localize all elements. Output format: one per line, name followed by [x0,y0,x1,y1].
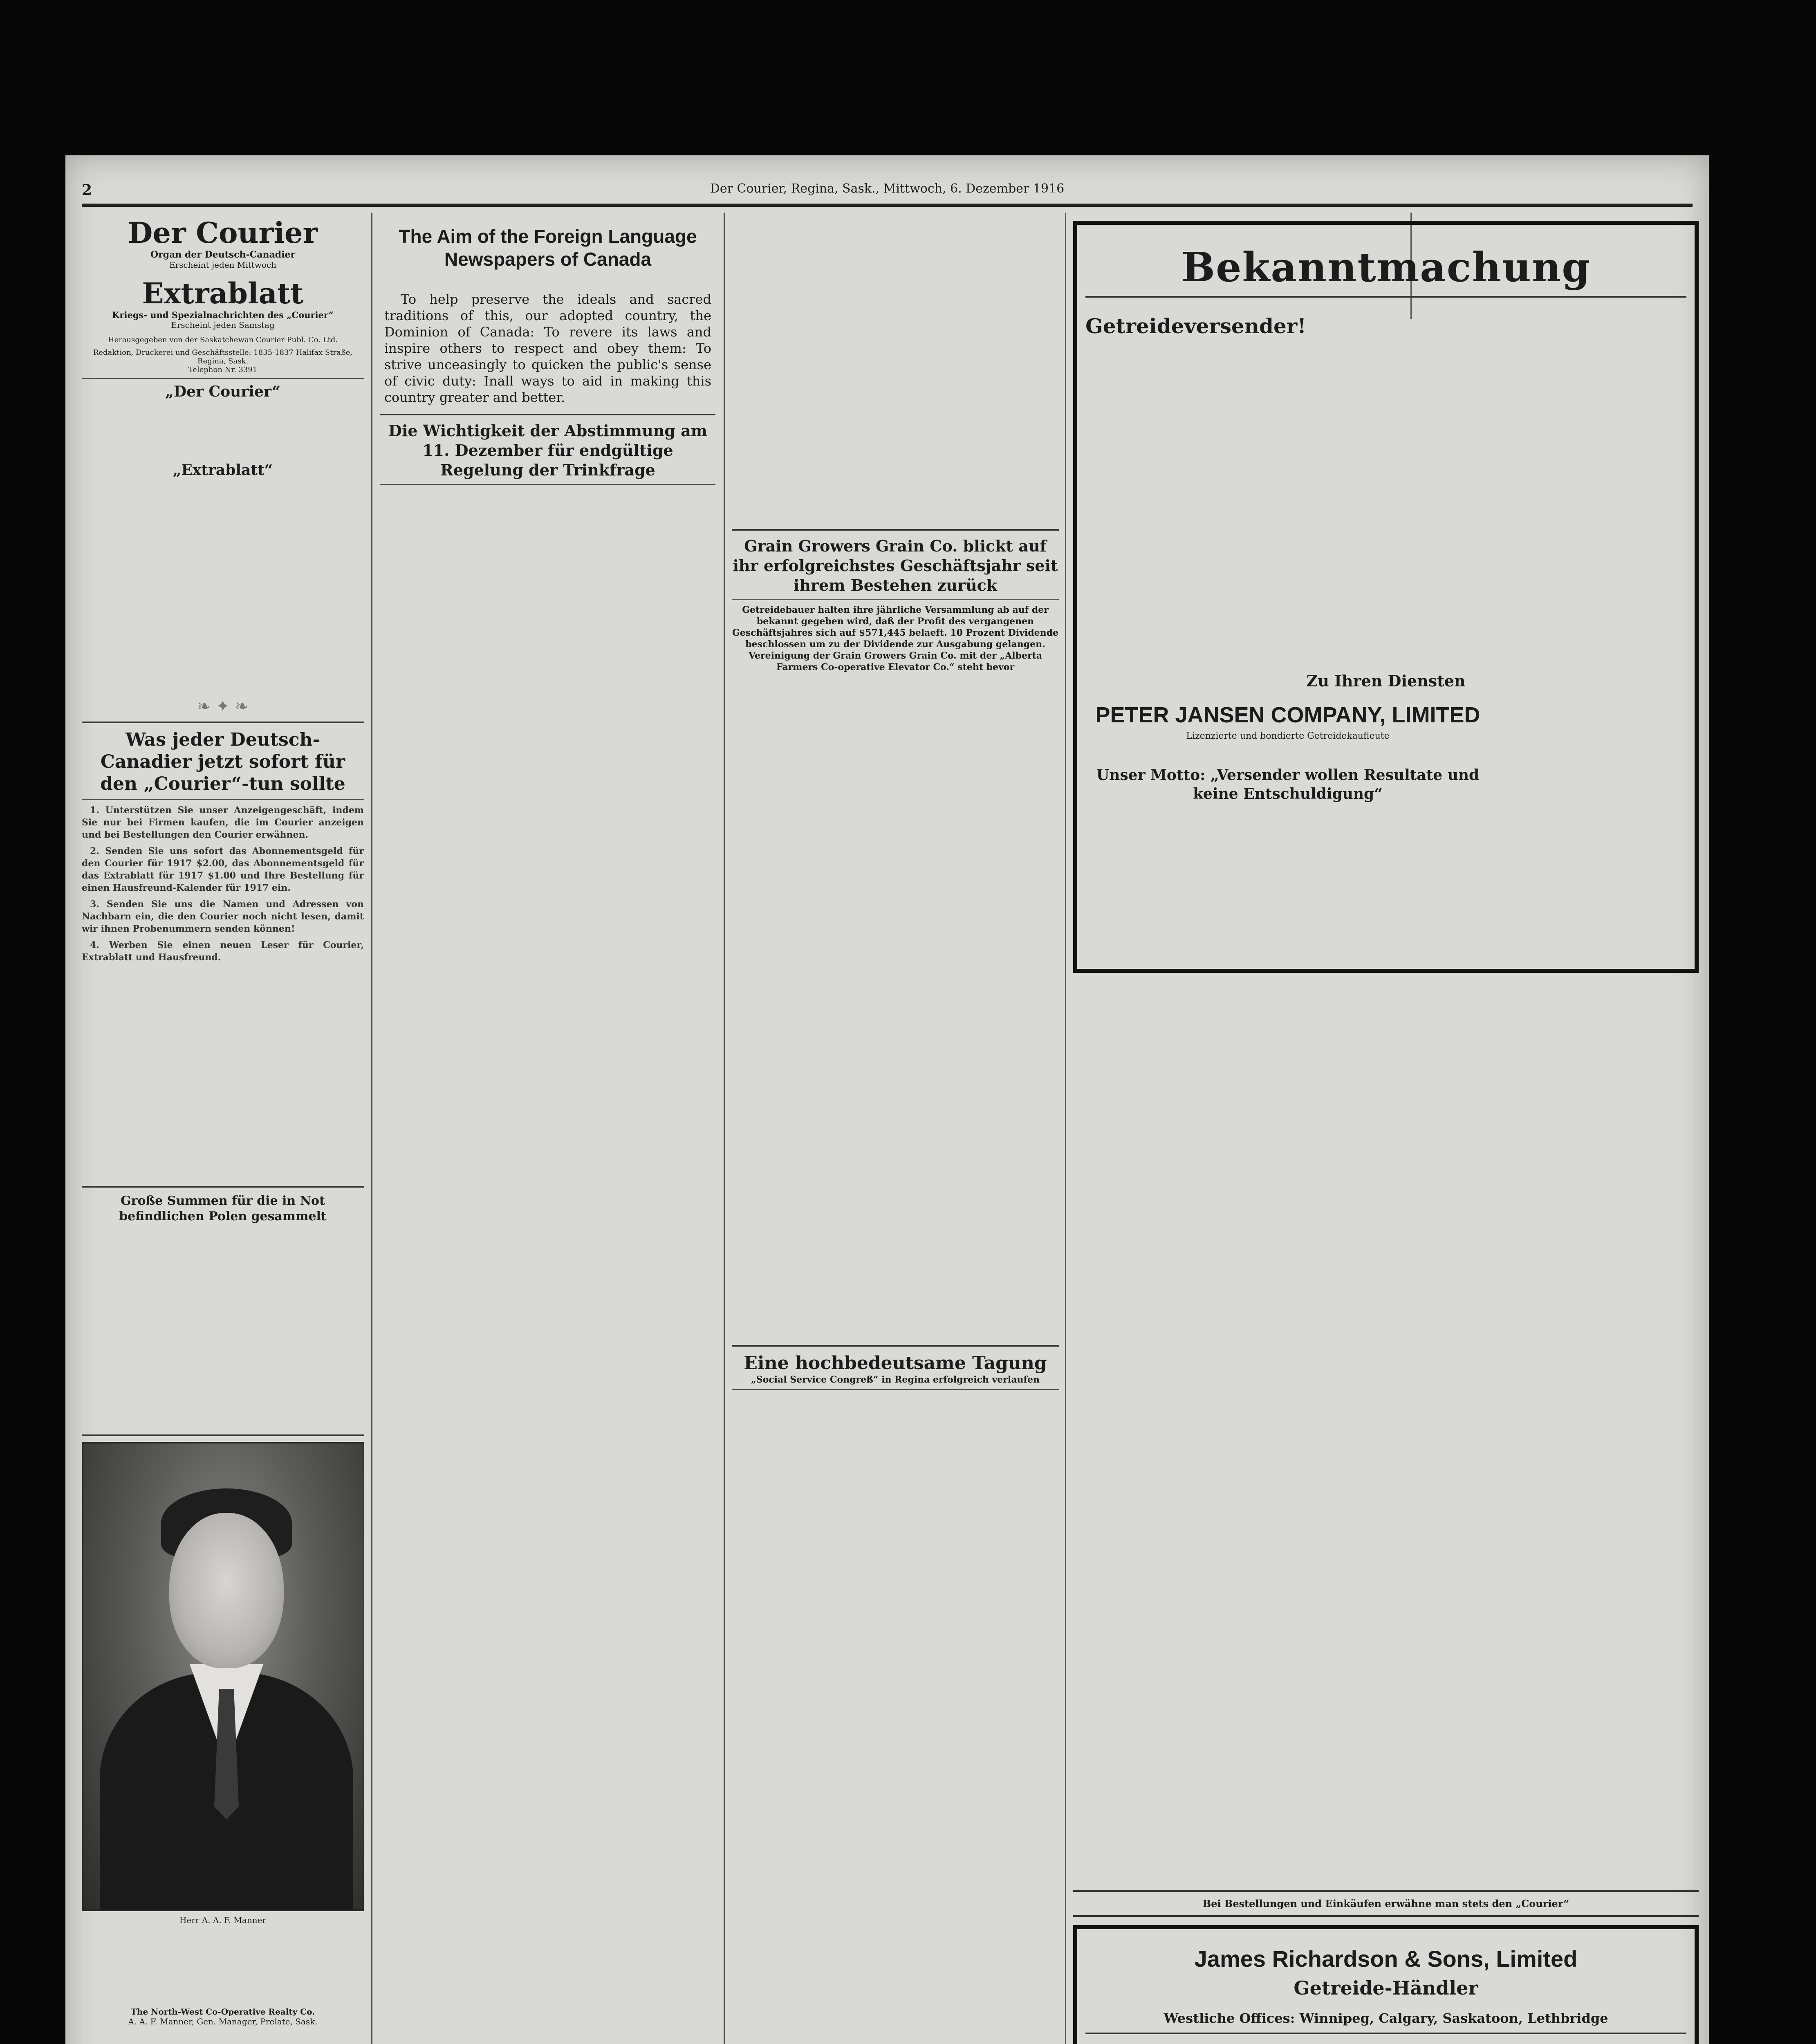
ad-company-subtitle: Lizenzierte und bondierte Getreidekaufleute [1186,731,1390,741]
photo-credit-2: A. A. F. Manner, Gen. Manager, Prelate, Sask. [128,2017,318,2026]
courier-terms-text [82,400,364,462]
extrablatt-subtitle: Kriegs- und Spezialnachrichten des „Courier“ [112,310,334,320]
aim-intro-text: To help preserve the ideals and sacred traditions of this, our adopted country, the Dominion of Canada: To revere its laws and inspire others to respect and obey them: To strive unceasingly to quicken the public's sense of civic duty: Inall ways to aid in making this country greater and better. [384,291,711,405]
action-item: 2. Senden Sie uns sofort das Abonnementsgeld für den Courier für 1917 $2.00, das Abonnementsgeld für das Extrablatt für 1917 $1.00 und Ihre Bestellung für einen Hausfreund-Kalender für 1917 ein. [82,846,364,893]
right-column-text [1073,985,1699,1885]
aim-title: The Aim of the Foreign Language Newspapers of Canada [399,226,697,270]
ad2-company-name: James Richardson & Sons, Limited [1194,1946,1578,1972]
courier-subheading: „Der Courier“ [165,383,280,400]
newspaper-page [65,155,1709,2044]
phone-line: Telephon Nr. 3391 [188,365,258,374]
ad-subtitle: Getreideversender! [1085,314,1307,338]
action-list [82,804,364,964]
article-title-tagung: Eine hochbedeutsame Tagung [744,1353,1047,1374]
ad-motto: Unser Motto: „Versender wollen Resultate und keine Entschuldigung“ [1096,766,1480,802]
grain-growers-lead: Getreidebauer halten ihre jährliche Versammlung ab auf der bekannt gegeben wird, daß der Profit des vergangenen Geschäftsjahres sich auf $571,445 belaeft. 10 Prozent Dividende beschlossen um zu der Dividende zur Ausgabung gelangen. Vereinigung der Grain Growers Grain Co. mit der „Alberta Farmers Co-operative Elevator Co.“ steht bevor [732,605,1058,672]
news-body-polen [82,1224,364,1429]
column-rule [1065,213,1066,2044]
masthead-subtitle-2: Erscheint jeden Mittwoch [169,260,277,270]
column-3 [732,213,1059,2044]
extrablatt-title: Extrablatt [142,276,304,310]
notice-line: Bei Bestellungen und Einkäufen erwähne man stets den „Courier“ [1202,1898,1569,1910]
photo-credit: The North-West Co-Operative Realty Co. [130,2007,315,2017]
action-continued-text [82,968,364,1180]
extrablatt-subheading: „Extrablatt“ [173,462,273,479]
advertising-terms-text [82,479,364,691]
masthead-subtitle: Organ der Deutsch-Canadier [150,249,296,260]
dateline: Der Courier, Regina, Sask., Mittwoch, 6. Dezember 1916 [710,182,1065,196]
photo-caption: Herr A. A. F. Manner [179,1915,267,1925]
abstimmung-body-text [380,489,715,2044]
continued-text-top [732,213,1059,523]
ad2-body-text [1126,2040,1646,2044]
column-4 [1073,213,1699,2044]
ad-richardson [1073,1925,1699,2044]
page-number: 2 [82,182,92,199]
ad2-offices: Westliche Offices: Winnipeg, Calgary, Saskatoon, Lethbridge [1164,2010,1608,2026]
ornament-icon: ❧ ✦ ❧ [197,697,249,716]
action-item: 4. Werben Sie einen neuen Leser für Courier, Extrablatt und Hausfreund. [82,940,364,963]
action-item: 3. Senden Sie uns die Namen und Adressen von Nachbarn ein, die den Courier noch nicht lesen, damit wir ihnen Probenummern senden können! [82,899,364,934]
publisher-line: Herausgegeben von der Saskatchewan Courier Publ. Co. Ltd. [108,336,338,344]
extrablatt-subtitle-2: Erscheint jeden Samstag [171,320,275,330]
news-title-polen: Große Summen für die in Not befindlichen Polen gesammelt [119,1194,327,1224]
masthead-title: Der Courier [128,216,318,250]
tagung-body-text [732,1394,1059,2044]
action-item: 1. Unterstützen Sie unser Anzeigengeschäft, indem Sie nur bei Firmen kaufen, die im Courier anzeigen und bei Bestellungen den Courier erwähnen. [82,805,364,840]
portrait-photo [82,1442,364,1911]
column-2 [380,213,715,2044]
ad2-subtitle: Getreide-Händler [1294,1977,1478,1999]
ad-bekanntmachung [1073,221,1699,973]
column-1 [82,213,364,2044]
ad-body-text [1085,338,1494,665]
article-title-what-to-do: Was jeder Deutsch-Canadier jetzt sofort für den „Courier“-tun sollte [100,729,345,794]
column-rule [724,213,725,2044]
column-rule [371,213,372,2044]
ad-serving-line: Zu Ihren Diensten [1306,672,1466,690]
grain-growers-body-text [732,673,1059,1339]
ad-title: Bekanntmachung [1181,244,1591,291]
ad-company-name: PETER JANSEN COMPANY, LIMITED [1095,703,1480,727]
tagung-subtitle: „Social Service Congreß“ in Regina erfolgreich verlaufen [751,1374,1040,1385]
address-line: Redaktion, Druckerei und Geschäftsstelle: 1835-1837 Halifax Straße, Regina, Sask. [93,348,353,365]
article-title-abstimmung: Die Wichtigkeit der Abstimmung am 11. Dezember für endgültige Regelung der Trinkfrage [388,421,708,479]
running-header [82,179,1693,207]
photo-caption-text [82,1925,364,2007]
article-title-grain-growers: Grain Growers Grain Co. blickt auf ihr erfolgreichstes Geschäftsjahr seit ihrem Bestehen zurück [733,537,1058,594]
